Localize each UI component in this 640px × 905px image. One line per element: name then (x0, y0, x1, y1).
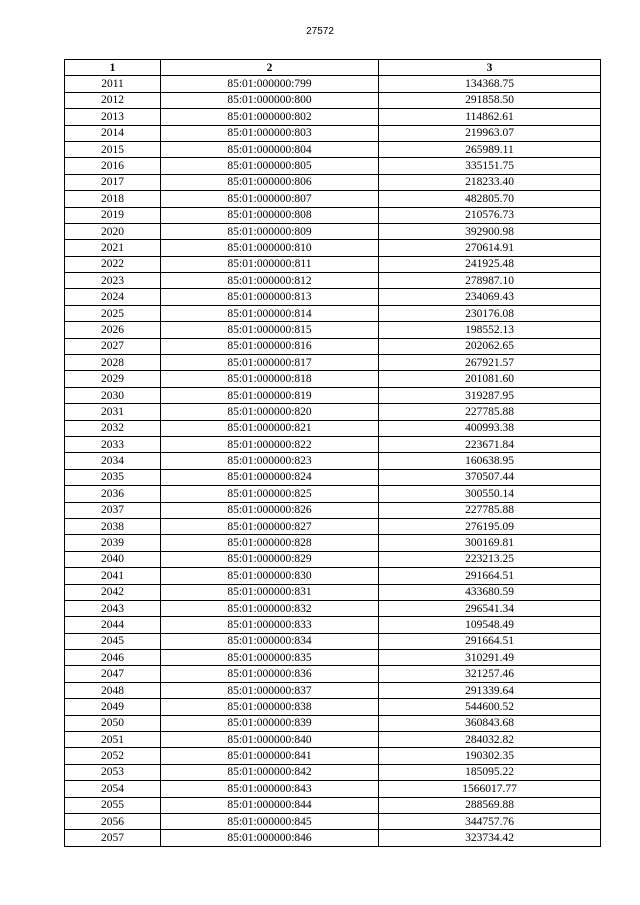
column-header-1: 1 (65, 60, 161, 76)
value-cell: 370507.44 (379, 469, 601, 485)
cadastral-number-cell: 85:01:000000:805 (161, 158, 379, 174)
row-number-cell: 2020 (65, 223, 161, 239)
row-number-cell: 2042 (65, 584, 161, 600)
cadastral-number-cell: 85:01:000000:835 (161, 650, 379, 666)
value-cell: 234069.43 (379, 289, 601, 305)
table-row (65, 699, 601, 715)
cadastral-number-cell: 85:01:000000:810 (161, 240, 379, 256)
value-cell: 400993.38 (379, 420, 601, 436)
value-cell: 198552.13 (379, 322, 601, 338)
value-cell: 323734.42 (379, 830, 601, 846)
row-number-cell: 2027 (65, 338, 161, 354)
row-number-cell: 2038 (65, 518, 161, 534)
cadastral-number-cell: 85:01:000000:804 (161, 141, 379, 157)
row-number-cell: 2018 (65, 191, 161, 207)
table-row (65, 109, 601, 125)
table-header (65, 60, 601, 76)
cadastral-number-cell: 85:01:000000:800 (161, 92, 379, 108)
row-number-cell: 2021 (65, 240, 161, 256)
row-number-cell: 2039 (65, 535, 161, 551)
cadastral-number-cell: 85:01:000000:816 (161, 338, 379, 354)
cadastral-number-cell: 85:01:000000:813 (161, 289, 379, 305)
cadastral-number-cell: 85:01:000000:811 (161, 256, 379, 272)
cadastral-number-cell: 85:01:000000:838 (161, 699, 379, 715)
value-cell: 482805.70 (379, 191, 601, 207)
row-number-cell: 2044 (65, 617, 161, 633)
row-number-cell: 2013 (65, 109, 161, 125)
row-number-cell: 2051 (65, 732, 161, 748)
column-header-2: 2 (161, 60, 379, 76)
cadastral-number-cell: 85:01:000000:802 (161, 109, 379, 125)
table-row (65, 666, 601, 682)
value-cell: 278987.10 (379, 273, 601, 289)
value-cell: 310291.49 (379, 650, 601, 666)
table-row (65, 486, 601, 502)
table-row (65, 830, 601, 846)
registry-table (64, 59, 601, 847)
cadastral-number-cell: 85:01:000000:845 (161, 813, 379, 829)
row-number-cell: 2046 (65, 650, 161, 666)
row-number-cell: 2019 (65, 207, 161, 223)
cadastral-number-cell: 85:01:000000:799 (161, 76, 379, 92)
cadastral-number-cell: 85:01:000000:812 (161, 273, 379, 289)
value-cell: 267921.57 (379, 355, 601, 371)
row-number-cell: 2057 (65, 830, 161, 846)
cadastral-number-cell: 85:01:000000:840 (161, 732, 379, 748)
row-number-cell: 2048 (65, 682, 161, 698)
row-number-cell: 2033 (65, 436, 161, 452)
row-number-cell: 2012 (65, 92, 161, 108)
table-row (65, 502, 601, 518)
value-cell: 392900.98 (379, 223, 601, 239)
table-row (65, 453, 601, 469)
row-number-cell: 2026 (65, 322, 161, 338)
table-row (65, 371, 601, 387)
value-cell: 288569.88 (379, 797, 601, 813)
value-cell: 160638.95 (379, 453, 601, 469)
row-number-cell: 2015 (65, 141, 161, 157)
table-row (65, 174, 601, 190)
value-cell: 227785.88 (379, 404, 601, 420)
table-row (65, 404, 601, 420)
row-number-cell: 2023 (65, 273, 161, 289)
table-row (65, 535, 601, 551)
cadastral-number-cell: 85:01:000000:842 (161, 764, 379, 780)
row-number-cell: 2029 (65, 371, 161, 387)
value-cell: 360843.68 (379, 715, 601, 731)
value-cell: 321257.46 (379, 666, 601, 682)
cadastral-number-cell: 85:01:000000:821 (161, 420, 379, 436)
table-row (65, 764, 601, 780)
row-number-cell: 2045 (65, 633, 161, 649)
row-number-cell: 2043 (65, 600, 161, 616)
cadastral-number-cell: 85:01:000000:819 (161, 387, 379, 403)
cadastral-number-cell: 85:01:000000:815 (161, 322, 379, 338)
table-row (65, 289, 601, 305)
table-row (65, 650, 601, 666)
value-cell: 276195.09 (379, 518, 601, 534)
row-number-cell: 2036 (65, 486, 161, 502)
row-number-cell: 2052 (65, 748, 161, 764)
cadastral-number-cell: 85:01:000000:831 (161, 584, 379, 600)
cadastral-number-cell: 85:01:000000:824 (161, 469, 379, 485)
row-number-cell: 2035 (65, 469, 161, 485)
row-number-cell: 2041 (65, 568, 161, 584)
cadastral-number-cell: 85:01:000000:803 (161, 125, 379, 141)
cadastral-number-cell: 85:01:000000:844 (161, 797, 379, 813)
table-row (65, 125, 601, 141)
table-row (65, 748, 601, 764)
cadastral-number-cell: 85:01:000000:839 (161, 715, 379, 731)
value-cell: 344757.76 (379, 813, 601, 829)
table-row (65, 223, 601, 239)
table-row (65, 92, 601, 108)
table-row (65, 273, 601, 289)
table-row (65, 240, 601, 256)
cadastral-number-cell: 85:01:000000:829 (161, 551, 379, 567)
value-cell: 291858.50 (379, 92, 601, 108)
cadastral-number-cell: 85:01:000000:836 (161, 666, 379, 682)
table-row (65, 584, 601, 600)
cadastral-number-cell: 85:01:000000:841 (161, 748, 379, 764)
column-header-3: 3 (379, 60, 601, 76)
table-row (65, 338, 601, 354)
value-cell: 335151.75 (379, 158, 601, 174)
table-row (65, 682, 601, 698)
cadastral-number-cell: 85:01:000000:825 (161, 486, 379, 502)
table-row (65, 76, 601, 92)
table-row (65, 813, 601, 829)
row-number-cell: 2056 (65, 813, 161, 829)
row-number-cell: 2053 (65, 764, 161, 780)
table-body (65, 76, 601, 846)
table-row (65, 355, 601, 371)
value-cell: 223671.84 (379, 436, 601, 452)
table-row (65, 256, 601, 272)
value-cell: 319287.95 (379, 387, 601, 403)
table-row (65, 436, 601, 452)
value-cell: 284032.82 (379, 732, 601, 748)
row-number-cell: 2024 (65, 289, 161, 305)
row-number-cell: 2016 (65, 158, 161, 174)
cadastral-number-cell: 85:01:000000:833 (161, 617, 379, 633)
value-cell: 291339.64 (379, 682, 601, 698)
row-number-cell: 2032 (65, 420, 161, 436)
value-cell: 190302.35 (379, 748, 601, 764)
cadastral-number-cell: 85:01:000000:809 (161, 223, 379, 239)
value-cell: 114862.61 (379, 109, 601, 125)
row-number-cell: 2034 (65, 453, 161, 469)
value-cell: 218233.40 (379, 174, 601, 190)
cadastral-number-cell: 85:01:000000:834 (161, 633, 379, 649)
table-row (65, 305, 601, 321)
cadastral-number-cell: 85:01:000000:846 (161, 830, 379, 846)
table-row (65, 387, 601, 403)
cadastral-number-cell: 85:01:000000:823 (161, 453, 379, 469)
table-row (65, 141, 601, 157)
cadastral-number-cell: 85:01:000000:807 (161, 191, 379, 207)
value-cell: 201081.60 (379, 371, 601, 387)
value-cell: 227785.88 (379, 502, 601, 518)
cadastral-number-cell: 85:01:000000:826 (161, 502, 379, 518)
table-row (65, 420, 601, 436)
table-row (65, 797, 601, 813)
row-number-cell: 2028 (65, 355, 161, 371)
cadastral-number-cell: 85:01:000000:828 (161, 535, 379, 551)
value-cell: 300550.14 (379, 486, 601, 502)
page-number: 27572 (306, 26, 334, 37)
value-cell: 185095.22 (379, 764, 601, 780)
cadastral-number-cell: 85:01:000000:806 (161, 174, 379, 190)
row-number-cell: 2030 (65, 387, 161, 403)
cadastral-number-cell: 85:01:000000:837 (161, 682, 379, 698)
table-row (65, 568, 601, 584)
table-row (65, 781, 601, 797)
cadastral-number-cell: 85:01:000000:832 (161, 600, 379, 616)
value-cell: 1566017.77 (379, 781, 601, 797)
row-number-cell: 2025 (65, 305, 161, 321)
row-number-cell: 2017 (65, 174, 161, 190)
row-number-cell: 2055 (65, 797, 161, 813)
value-cell: 210576.73 (379, 207, 601, 223)
table-row (65, 600, 601, 616)
row-number-cell: 2031 (65, 404, 161, 420)
cadastral-number-cell: 85:01:000000:827 (161, 518, 379, 534)
value-cell: 241925.48 (379, 256, 601, 272)
table-row (65, 633, 601, 649)
cadastral-number-cell: 85:01:000000:843 (161, 781, 379, 797)
table-row (65, 469, 601, 485)
value-cell: 265989.11 (379, 141, 601, 157)
cadastral-number-cell: 85:01:000000:817 (161, 355, 379, 371)
table-row (65, 191, 601, 207)
table-row (65, 551, 601, 567)
table-row (65, 322, 601, 338)
cadastral-number-cell: 85:01:000000:822 (161, 436, 379, 452)
value-cell: 296541.34 (379, 600, 601, 616)
value-cell: 230176.08 (379, 305, 601, 321)
row-number-cell: 2054 (65, 781, 161, 797)
value-cell: 291664.51 (379, 633, 601, 649)
value-cell: 270614.91 (379, 240, 601, 256)
value-cell: 109548.49 (379, 617, 601, 633)
table-row (65, 617, 601, 633)
row-number-cell: 2037 (65, 502, 161, 518)
row-number-cell: 2047 (65, 666, 161, 682)
table-row (65, 518, 601, 534)
cadastral-number-cell: 85:01:000000:820 (161, 404, 379, 420)
value-cell: 291664.51 (379, 568, 601, 584)
cadastral-number-cell: 85:01:000000:814 (161, 305, 379, 321)
value-cell: 223213.25 (379, 551, 601, 567)
header-row (65, 60, 601, 76)
cadastral-number-cell: 85:01:000000:830 (161, 568, 379, 584)
table-row (65, 207, 601, 223)
cadastral-number-cell: 85:01:000000:818 (161, 371, 379, 387)
cadastral-number-cell: 85:01:000000:808 (161, 207, 379, 223)
row-number-cell: 2022 (65, 256, 161, 272)
value-cell: 202062.65 (379, 338, 601, 354)
value-cell: 433680.59 (379, 584, 601, 600)
table-row (65, 732, 601, 748)
row-number-cell: 2040 (65, 551, 161, 567)
row-number-cell: 2050 (65, 715, 161, 731)
value-cell: 134368.75 (379, 76, 601, 92)
value-cell: 544600.52 (379, 699, 601, 715)
row-number-cell: 2011 (65, 76, 161, 92)
row-number-cell: 2049 (65, 699, 161, 715)
value-cell: 219963.07 (379, 125, 601, 141)
table-row (65, 715, 601, 731)
row-number-cell: 2014 (65, 125, 161, 141)
table-row (65, 158, 601, 174)
value-cell: 300169.81 (379, 535, 601, 551)
